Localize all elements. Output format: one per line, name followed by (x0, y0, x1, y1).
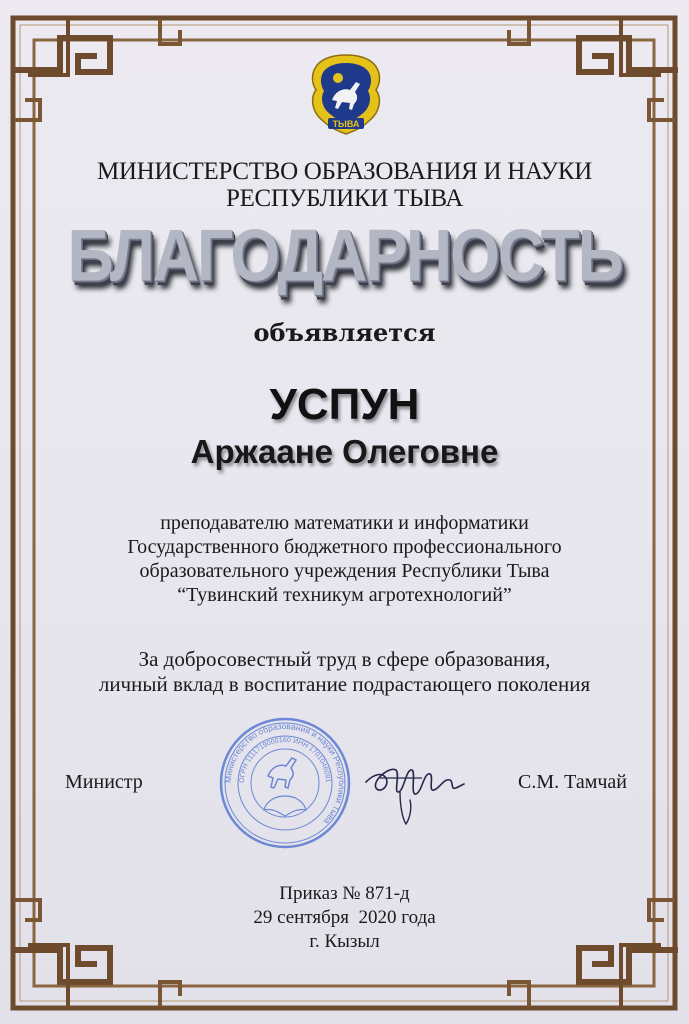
republic-emblem (308, 52, 384, 136)
order-number: Приказ № 871-д (279, 883, 410, 904)
certificate-title: БЛАГОДАРНОСТЬ (67, 213, 622, 297)
merit-statement (0, 647, 689, 697)
ministry-line: МИНИСТЕРСТВО ОБРАЗОВАНИЯ И НАУКИ (96, 158, 593, 185)
position-line: “Тувинский техникум агротехнологий” (177, 584, 512, 606)
announcement-text: объявляется (253, 318, 436, 347)
svg-text:ОГРН 1111719000160 ИНН 1701046 (239, 737, 331, 783)
recipient-position (0, 511, 689, 607)
signatory-name: С.М. Тамчай (518, 771, 628, 793)
recipient-surname: УСПУН (269, 380, 420, 429)
minister-signature (360, 748, 470, 828)
merit-line: За добросовестный труд в сфере образования, (138, 647, 551, 671)
ministry-line: РЕСПУБЛИКИ ТЫВА (225, 185, 464, 212)
order-date: 29 сентября 2020 года (253, 907, 436, 928)
signatory-title: Министр (65, 771, 143, 793)
recipient-given-names: Аржаане Олеговне (190, 433, 499, 470)
position-line: образовательного учреждения Республики Тыва (139, 560, 550, 582)
order-city: г. Кызыл (309, 931, 380, 952)
emblem-caption: ТЫВА (332, 119, 360, 129)
merit-line: личный вклад в воспитание подрастающего поколения (98, 672, 591, 696)
order-details (0, 882, 689, 954)
position-line: преподавателю математики и информатики (160, 512, 529, 534)
position-line: Государственного бюджетного профессионального (127, 536, 562, 558)
ministry-heading (0, 158, 689, 212)
official-seal (218, 716, 352, 850)
seal-outer-text: Министерство образования и науки Республики Тыва (222, 720, 348, 827)
seal-inner-text: ОГРН 1111719000160 ИНН 1701046091 (238, 736, 332, 784)
